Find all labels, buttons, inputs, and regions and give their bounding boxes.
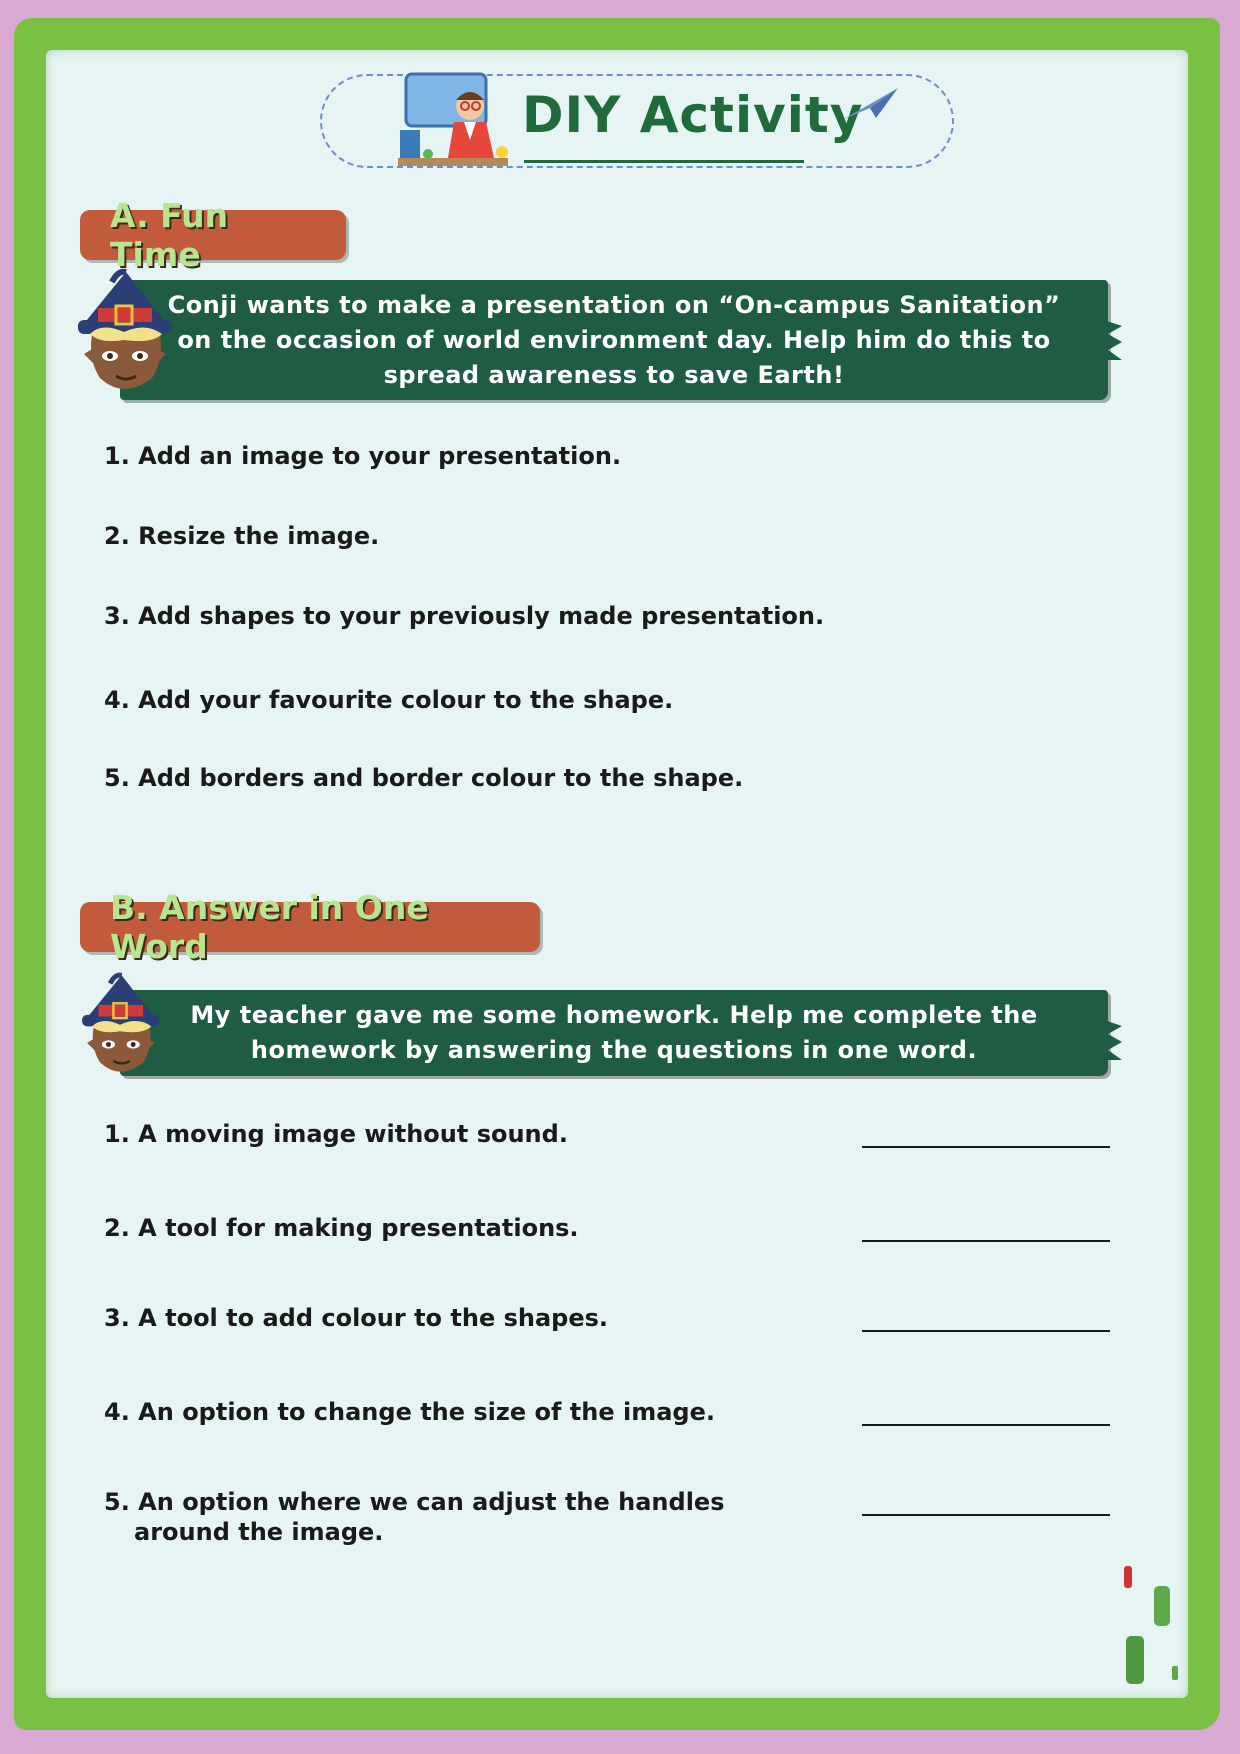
- banner-a-text: [160, 288, 1068, 393]
- question-item: 2. A tool for making presentations.: [104, 1214, 579, 1242]
- fun-time-item: 2. Resize the image.: [104, 522, 380, 550]
- banner-a-line: on the occasion of world environment day. Help him do this to: [177, 326, 1051, 354]
- fun-time-item: 1. Add an image to your presentation.: [104, 442, 622, 470]
- paint-smudge-decoration: [1118, 1562, 1182, 1692]
- section-b-banner: [120, 990, 1108, 1076]
- answer-blank[interactable]: [862, 1330, 1110, 1332]
- paper-plane-icon: [840, 84, 900, 124]
- fun-time-item: 5. Add borders and border colour to the shape.: [104, 764, 744, 792]
- question-item: 1. A moving image without sound.: [104, 1120, 568, 1148]
- teacher-illustration: [398, 70, 518, 170]
- section-a-banner: [120, 280, 1108, 400]
- banner-b-text: [160, 998, 1068, 1068]
- question-item: 4. An option to change the size of the image.: [104, 1398, 715, 1426]
- answer-blank[interactable]: [862, 1424, 1110, 1426]
- answer-blank[interactable]: [862, 1514, 1110, 1516]
- question-item-continuation: around the image.: [134, 1518, 384, 1546]
- answer-blank[interactable]: [862, 1240, 1110, 1242]
- title-underline: [524, 160, 804, 163]
- fun-time-item: 3. Add shapes to your previously made presentation.: [104, 602, 825, 630]
- page-title: DIY Activity: [512, 86, 873, 144]
- section-b-header: [80, 888, 540, 966]
- banner-b-line: My teacher gave me some homework. Help me complete the: [190, 1001, 1038, 1029]
- banner-zigzag: [1104, 1020, 1122, 1060]
- answer-blank[interactable]: [862, 1146, 1110, 1148]
- question-item: 3. A tool to add colour to the shapes.: [104, 1304, 608, 1332]
- banner-b-line: homework by answering the questions in one word.: [250, 1036, 978, 1064]
- banner-zigzag: [1104, 320, 1122, 360]
- title-area: [320, 66, 950, 176]
- section-a-header: [80, 196, 346, 274]
- question-item: 5. An option where we can adjust the handles: [104, 1488, 725, 1516]
- section-a-title: A. Fun Time: [110, 196, 229, 274]
- wizard-avatar-icon: [70, 972, 170, 1084]
- fun-time-item: 4. Add your favourite colour to the shape.: [104, 686, 674, 714]
- section-b-title: B. Answer in One Word: [110, 888, 429, 966]
- banner-a-line: Conji wants to make a presentation on “On-campus Sanitation”: [167, 291, 1061, 319]
- banner-a-line: spread awareness to save Earth!: [383, 361, 845, 389]
- wizard-avatar-icon: [72, 268, 176, 404]
